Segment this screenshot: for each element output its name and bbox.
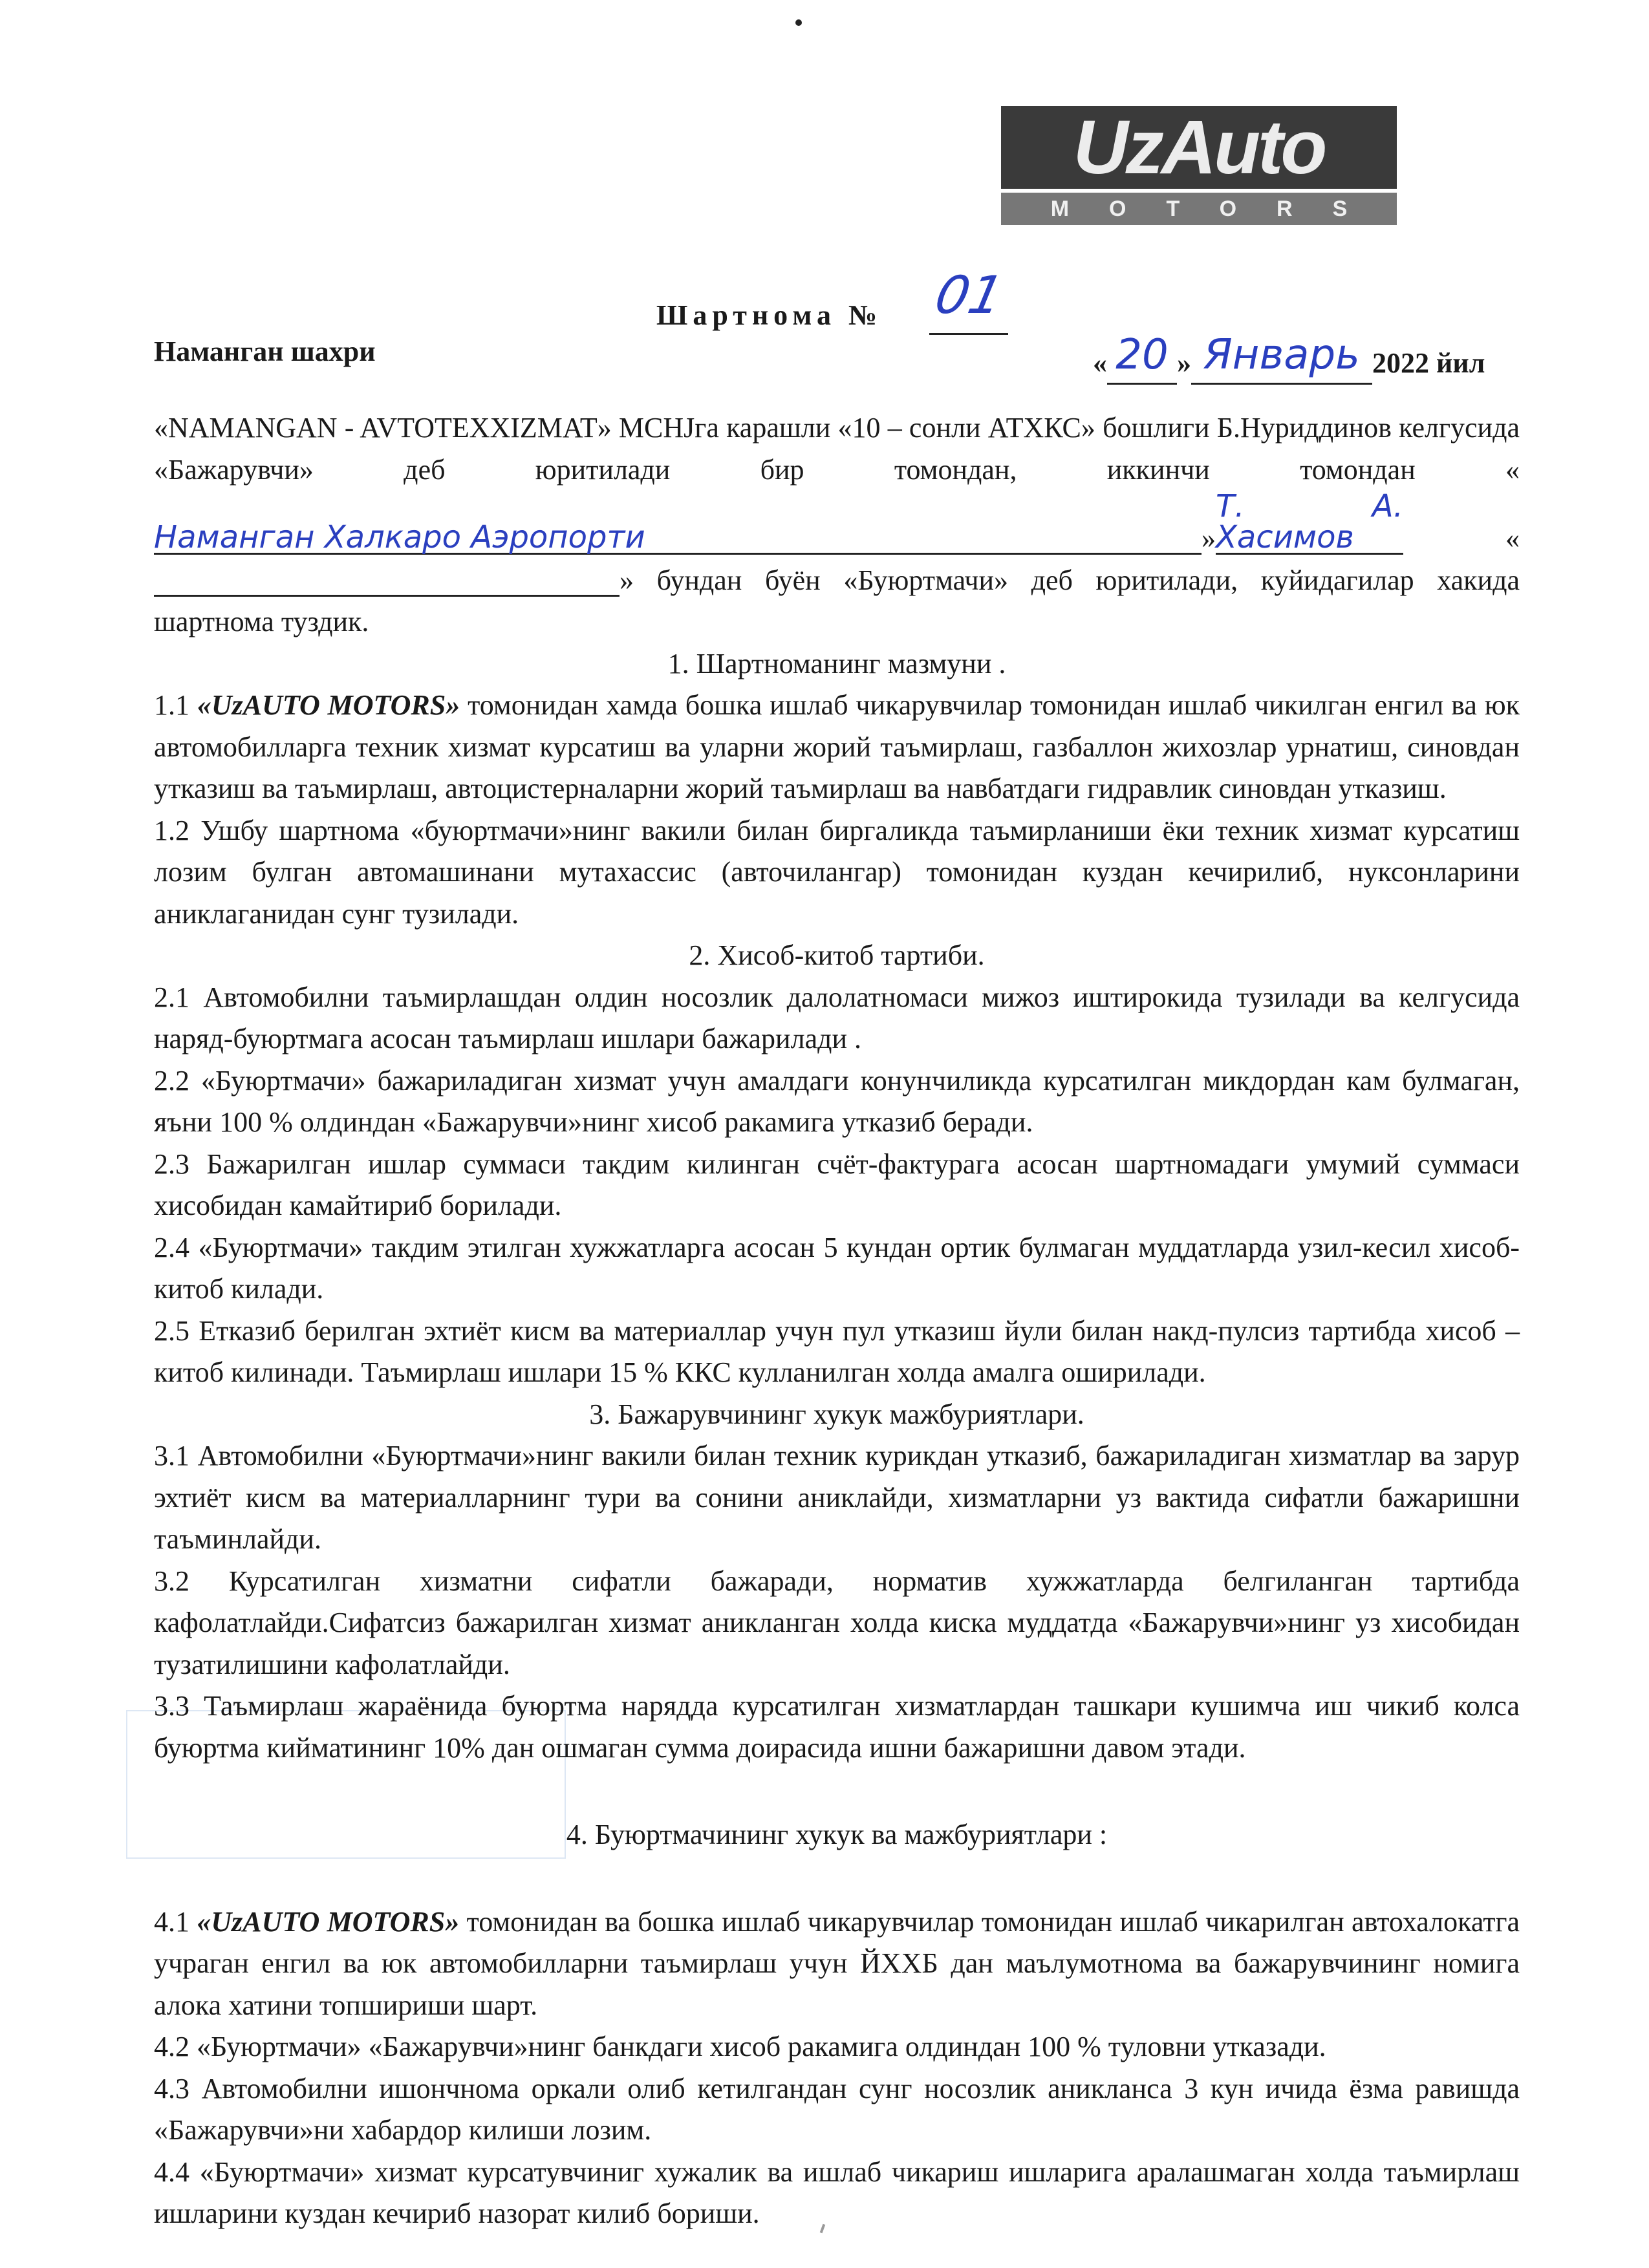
logo-subtitle-bar [1001, 193, 1397, 225]
intro-close-quote: » [1202, 522, 1216, 554]
contract-body [154, 407, 1520, 2235]
clause-1-1 [154, 685, 1520, 810]
customer-name-handwritten: Наманган Халкаро Аэропорти [154, 519, 645, 555]
clause-number: 4.1 [154, 1905, 197, 1938]
intro-open-quote: « [1505, 522, 1520, 554]
clause-4-2: 4.2 «Буюртмачи» «Бажарувчи»нинг банкдаги хисоб ракамига олдиндан 100 % туловни утказади. [154, 2031, 1326, 2062]
intro-text-2: » бундан буён «Буюртмачи» деб юритилади, куйидагилар хакида шартнома туздик. [154, 564, 1520, 637]
intro-paragraph [154, 407, 1520, 643]
clause-4-3: 4.3 Автомобилни ишончнома оркали олиб кетилгандан сунг носозлик аникланса 3 кун ичида ёзма равишда «Бажарувчи»ни хабардор килиши лозим. [154, 2072, 1520, 2146]
clause-4-4: 4.4 «Буюртмачи» хизмат курсатувчиниг хужалик ва ишлаб чикариш ишларига аралашмаган холда таъмирлаш ишларини куздан кечириб назорат килиб бориши. [154, 2156, 1520, 2229]
clause-2-5: 2.5 Етказиб берилган эхтиёт кисм ва материаллар учун пул утказиш йули билан накд-пулсиз тартибда хисоб – китоб килинади. Таъмирлаш ишлари 15 % ККС кулланилган холда амалга оширилади. [154, 1314, 1520, 1388]
logo-subtitle: MOTORS [1050, 196, 1388, 221]
contract-title: Шартнома № [656, 299, 883, 331]
clause-3-2: 3.2 Курсатилган хизматни сифатли бажаради, норматив хужжатларда белгиланган тартибда кафолатлайди.Сифатсиз бажарилган хизмат аникланган холда киска муддатда «Бажарувчи»нинг уз хисобидан тузатилишини кафолатлайди. [154, 1565, 1520, 1680]
brand-name: «UzAUTO MOTORS» [197, 689, 460, 721]
city-label: Наманган шахри [154, 336, 376, 367]
scan-speck [795, 19, 802, 26]
contract-number-handwritten: 01 [930, 265, 1009, 325]
clause-text: томонидан хамда бошка ишлаб чикарувчилар томонидан ишлаб чикилган енгил ва юк автомобилларга техник хизмат курсатиш ва уларни жорий таъмирлаш, газбаллон жихозлар урнатиш, синовдан утказиш ва таъмирлаш, автоцистерналарни жорий таъмирлаш ва навбатдаги гидравлик синовдан утказиш. [154, 689, 1520, 804]
date-month-handwritten: Январь [1203, 331, 1360, 379]
date-day-handwritten: 20 [1116, 331, 1169, 379]
customer-name-field [154, 519, 1202, 555]
brand-name: «UzAUTO MOTORS» [197, 1905, 460, 1938]
spacer [154, 1769, 1520, 1814]
section-4-heading: 4. Буюртмачининг хукук ва мажбуриятлари : [566, 1819, 1108, 1850]
clause-2-3: 2.3 Бажарилган ишлар суммаси такдим килинган счёт-фактурага асосан шартномадаги умумий суммаси хисобидан камайтириб борилади. [154, 1148, 1520, 1221]
logo-wordmark: UzAuto [1073, 105, 1325, 190]
clause-2-2: 2.2 «Буюртмачи» бажариладиган хизмат учун амалдаги конунчиликда курсатилган микдордан кам булмаган, яъни 100 % олдиндан «Бажарувчи»нинг хисоб ракамига утказиб беради. [154, 1064, 1520, 1138]
clause-4-1 [154, 1901, 1520, 2027]
clause-2-1: 2.1 Автомобилни таъмирлашдан олдин носозлик далолатномаси мижоз иштирокида тузилади ва келгусида наряд-буюртмага асосан таъмирлаш ишлари бажарилади . [154, 981, 1520, 1054]
intro-text-1: «NAMANGAN - AVTOTEXXIZMAT» MCHJга карашли «10 – сонли АТХКС» бошлиги Б.Нуриддинов келгусида «Бажарувчи» деб юритилади бир томондан, иккинчи томондан « [154, 412, 1520, 486]
section-2-heading: 2. Хисоб-китоб тартиби. [689, 939, 985, 971]
logo-wordmark-panel [1001, 106, 1397, 189]
clause-2-4: 2.4 «Буюртмачи» такдим этилган хужжатларга асосан 5 кундан ортик булмаган муддатларда узил-кесил хисоб-китоб килади. [154, 1231, 1520, 1305]
section-3-heading: 3. Бажарувчининг хукук мажбуриятлари. [589, 1398, 1084, 1430]
contract-date: « 20 » Январь 2022 йил [1093, 335, 1485, 385]
section-1-heading: 1. Шартноманинг мазмуни . [667, 647, 1006, 679]
clause-number: 1.1 [154, 689, 197, 721]
clause-1-2: 1.2 Ушбу шартнома «буюртмачи»нинг вакили билан биргаликда таъмирланиши ёки техник хизмат курсатиш лозим булган автомашинани мутахассис (авточилангар) томонидан куздан кечирилиб, нуксонларини аниклаганидан сунг тузилади. [154, 814, 1520, 930]
clause-text: томонидан ва бошка ишлаб чикарувчилар томонидан ишлаб чикарилган автохалокатга учраган енгил ва юк автомобилларни таъмирлаш учун ЙХХБ дан маълумотнома ва бажарувчининг номига алока хатини топшириши шарт. [154, 1905, 1520, 2021]
date-day-field [1107, 331, 1177, 385]
representative-handwritten: Т. А. Хасимов [1216, 488, 1403, 555]
date-month-field [1191, 331, 1372, 385]
blank-field [154, 566, 620, 597]
spacer [154, 1856, 1520, 1901]
clause-3-3: 3.3 Таъмирлаш жараёнида буюртма нарядда курсатилган хизматлардан ташкари кушимча иш чикиб колса буюртма кийматининг 10% дан ошмаган сумма доирасида ишни бажаришни давом этади. [154, 1690, 1520, 1764]
clause-3-1: 3.1 Автомобилни «Буюртмачи»нинг вакили билан техник курикдан утказиб, бажариладиган хизматлар ва зарур эхтиёт кисм ва материалларнинг тури ва сонини аниклайди, хизматларни уз вактида сифатли бажаришни таъминлайди. [154, 1440, 1520, 1555]
representative-field [1216, 488, 1403, 555]
date-year: 2022 йил [1372, 347, 1485, 379]
uzauto-motors-logo [1001, 106, 1397, 225]
